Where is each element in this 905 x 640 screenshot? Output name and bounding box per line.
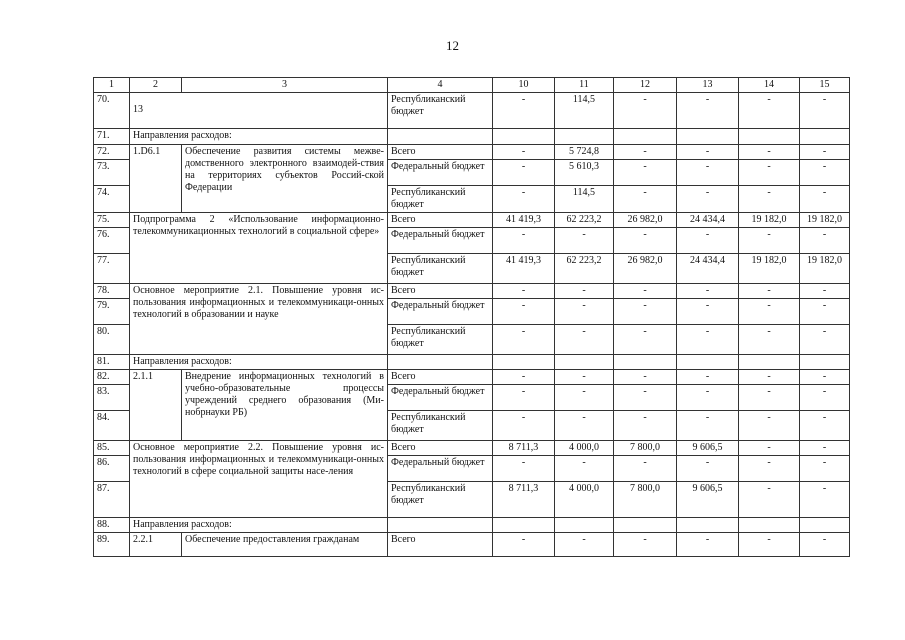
value-cell: - xyxy=(677,299,739,325)
header-cell: 2 xyxy=(130,78,182,93)
value-cell: - xyxy=(677,411,739,441)
value-cell: - xyxy=(739,533,800,557)
value-cell: - xyxy=(614,325,677,355)
value-cell: - xyxy=(493,93,555,129)
header-cell: 14 xyxy=(739,78,800,93)
row-number: 80. xyxy=(94,325,130,355)
row-name: Основное мероприятие 2.1. Повышение уровня ис-пользования информационных и телекоммуникаци-онных технологий в образовании и науке xyxy=(130,284,388,355)
value-cell: 26 982,0 xyxy=(614,213,677,228)
value-cell: - xyxy=(614,411,677,441)
value-cell: - xyxy=(614,385,677,411)
section-label: Направления расходов: xyxy=(130,129,388,145)
value-cell: - xyxy=(555,370,614,385)
funding-source: Федеральный бюджет xyxy=(388,228,493,254)
header-cell: 3 xyxy=(182,78,388,93)
funding-source: Всего xyxy=(388,533,493,557)
row-number: 87. xyxy=(94,482,130,518)
value-cell: 26 982,0 xyxy=(614,254,677,284)
table-row xyxy=(94,213,850,228)
value-cell: - xyxy=(800,325,850,355)
value-cell: 41 419,3 xyxy=(493,213,555,228)
value-cell: - xyxy=(739,456,800,482)
value-cell: - xyxy=(800,533,850,557)
funding-source: Всего xyxy=(388,441,493,456)
funding-source: Республиканский бюджет xyxy=(388,186,493,213)
value-cell: - xyxy=(493,456,555,482)
table-row xyxy=(94,284,850,299)
value-cell: 5 724,8 xyxy=(555,145,614,160)
value-cell: - xyxy=(555,385,614,411)
value-cell: - xyxy=(739,284,800,299)
value-cell: 62 223,2 xyxy=(555,254,614,284)
value-cell: - xyxy=(493,145,555,160)
row-code: 2.2.1 xyxy=(130,533,182,557)
funding-source: Республиканский бюджет xyxy=(388,325,493,355)
funding-source: Всего xyxy=(388,284,493,299)
row-code: 1.D6.1 xyxy=(130,145,182,213)
value-cell: - xyxy=(800,441,850,456)
value-cell: 24 434,4 xyxy=(677,213,739,228)
funding-source: Республиканский бюджет xyxy=(388,482,493,518)
value-cell: - xyxy=(739,441,800,456)
value-cell: - xyxy=(614,299,677,325)
value-cell: - xyxy=(800,385,850,411)
row-number: 82. xyxy=(94,370,130,385)
funding-source: Всего xyxy=(388,213,493,228)
value-cell: - xyxy=(677,533,739,557)
table-row xyxy=(94,441,850,456)
row-name: Подпрограмма 2 «Использование информационно-телекоммуникационных технологий в социальной сфере» xyxy=(130,213,388,284)
row-code: 2.1.1 xyxy=(130,370,182,441)
funding-source: Республиканский бюджет xyxy=(388,411,493,441)
value-cell: - xyxy=(677,385,739,411)
value-cell: - xyxy=(800,482,850,518)
row-name: 13 xyxy=(130,93,388,129)
value-cell: - xyxy=(800,456,850,482)
section-label: Направления расходов: xyxy=(130,518,388,533)
value-cell: 19 182,0 xyxy=(800,254,850,284)
value-cell: - xyxy=(614,228,677,254)
value-cell: - xyxy=(614,456,677,482)
value-cell: - xyxy=(739,385,800,411)
value-cell: - xyxy=(614,533,677,557)
funding-source: Федеральный бюджет xyxy=(388,456,493,482)
row-number: 83. xyxy=(94,385,130,411)
header-cell: 13 xyxy=(677,78,739,93)
value-cell: - xyxy=(800,160,850,186)
value-cell: - xyxy=(614,284,677,299)
row-number: 89. xyxy=(94,533,130,557)
value-cell: - xyxy=(800,370,850,385)
value-cell: - xyxy=(493,533,555,557)
value-cell: - xyxy=(493,385,555,411)
funding-source: Республиканский бюджет xyxy=(388,93,493,129)
row-number: 77. xyxy=(94,254,130,284)
section-label: Направления расходов: xyxy=(130,355,388,370)
value-cell: - xyxy=(493,370,555,385)
value-cell: 62 223,2 xyxy=(555,213,614,228)
funding-source: Всего xyxy=(388,145,493,160)
value-cell: - xyxy=(555,533,614,557)
value-cell: 8 711,3 xyxy=(493,441,555,456)
value-cell: - xyxy=(739,186,800,213)
row-number: 81. xyxy=(94,355,130,370)
value-cell: - xyxy=(614,186,677,213)
table-row xyxy=(94,370,850,385)
value-cell: - xyxy=(800,411,850,441)
row-name: Обеспечение развития системы межве-домственного электронного взаимодей-ствия на территориях субъектов Россий-ской Федерации xyxy=(182,145,388,213)
value-cell: - xyxy=(555,284,614,299)
value-cell: - xyxy=(614,93,677,129)
header-cell: 11 xyxy=(555,78,614,93)
row-name: Обеспечение предоставления гражданам xyxy=(182,533,388,557)
value-cell: - xyxy=(493,284,555,299)
row-number: 85. xyxy=(94,441,130,456)
funding-source: Федеральный бюджет xyxy=(388,160,493,186)
value-cell: - xyxy=(493,160,555,186)
value-cell: 19 182,0 xyxy=(739,254,800,284)
row-number: 88. xyxy=(94,518,130,533)
budget-table xyxy=(93,77,850,557)
table-row xyxy=(94,145,850,160)
value-cell: - xyxy=(493,325,555,355)
value-cell: 7 800,0 xyxy=(614,482,677,518)
row-number: 71. xyxy=(94,129,130,145)
value-cell: 4 000,0 xyxy=(555,441,614,456)
row-number: 76. xyxy=(94,228,130,254)
value-cell: - xyxy=(739,370,800,385)
value-cell: - xyxy=(800,228,850,254)
value-cell: 8 711,3 xyxy=(493,482,555,518)
value-cell: - xyxy=(739,482,800,518)
value-cell: 114,5 xyxy=(555,186,614,213)
value-cell: - xyxy=(800,145,850,160)
value-cell: - xyxy=(555,411,614,441)
header-cell: 15 xyxy=(800,78,850,93)
value-cell: - xyxy=(677,186,739,213)
value-cell: - xyxy=(800,284,850,299)
header-row xyxy=(94,78,850,93)
table-row xyxy=(94,93,850,129)
row-number: 74. xyxy=(94,186,130,213)
funding-source: Всего xyxy=(388,370,493,385)
value-cell: - xyxy=(614,145,677,160)
value-cell: - xyxy=(677,93,739,129)
row-number: 78. xyxy=(94,284,130,299)
value-cell: 19 182,0 xyxy=(739,213,800,228)
row-name: Внедрение информационных технологий в учебно-образовательные процессы учреждений среднего образования (Ми-нобрнауки РБ) xyxy=(182,370,388,441)
value-cell: - xyxy=(555,325,614,355)
row-number: 86. xyxy=(94,456,130,482)
value-cell: - xyxy=(800,186,850,213)
header-cell: 4 xyxy=(388,78,493,93)
value-cell: - xyxy=(800,299,850,325)
row-number: 70. xyxy=(94,93,130,129)
value-cell: 41 419,3 xyxy=(493,254,555,284)
funding-source: Федеральный бюджет xyxy=(388,299,493,325)
value-cell: - xyxy=(739,228,800,254)
value-cell: - xyxy=(493,186,555,213)
value-cell: 9 606,5 xyxy=(677,482,739,518)
table-row xyxy=(94,129,850,145)
header-cell: 10 xyxy=(493,78,555,93)
value-cell: - xyxy=(739,411,800,441)
value-cell: - xyxy=(739,93,800,129)
table-row xyxy=(94,518,850,533)
value-cell: 9 606,5 xyxy=(677,441,739,456)
value-cell: - xyxy=(739,145,800,160)
value-cell: - xyxy=(555,299,614,325)
row-number: 72. xyxy=(94,145,130,160)
value-cell: - xyxy=(677,284,739,299)
value-cell: - xyxy=(677,160,739,186)
funding-source: Федеральный бюджет xyxy=(388,385,493,411)
value-cell: 114,5 xyxy=(555,93,614,129)
value-cell: - xyxy=(493,299,555,325)
value-cell: - xyxy=(739,325,800,355)
header-cell: 1 xyxy=(94,78,130,93)
value-cell: - xyxy=(739,299,800,325)
value-cell: - xyxy=(493,411,555,441)
value-cell: - xyxy=(493,228,555,254)
value-cell: 19 182,0 xyxy=(800,213,850,228)
value-cell: - xyxy=(677,370,739,385)
value-cell: - xyxy=(677,325,739,355)
value-cell: - xyxy=(677,228,739,254)
value-cell: - xyxy=(555,456,614,482)
value-cell: - xyxy=(614,370,677,385)
value-cell: 7 800,0 xyxy=(614,441,677,456)
table-row xyxy=(94,533,850,557)
row-number: 79. xyxy=(94,299,130,325)
row-number: 84. xyxy=(94,411,130,441)
row-number: 73. xyxy=(94,160,130,186)
value-cell: - xyxy=(555,228,614,254)
value-cell: 5 610,3 xyxy=(555,160,614,186)
value-cell: - xyxy=(677,145,739,160)
header-cell: 12 xyxy=(614,78,677,93)
value-cell: - xyxy=(677,456,739,482)
row-name: Основное мероприятие 2.2. Повышение уровня ис-пользования информационных и телекоммуникаци-онных технологий в сфере социальной защиты насе-ления xyxy=(130,441,388,518)
value-cell: - xyxy=(739,160,800,186)
value-cell: - xyxy=(800,93,850,129)
value-cell: 4 000,0 xyxy=(555,482,614,518)
row-number: 75. xyxy=(94,213,130,228)
value-cell: - xyxy=(614,160,677,186)
page-number: 12 xyxy=(446,38,459,53)
table-row xyxy=(94,355,850,370)
value-cell: 24 434,4 xyxy=(677,254,739,284)
funding-source: Республиканский бюджет xyxy=(388,254,493,284)
